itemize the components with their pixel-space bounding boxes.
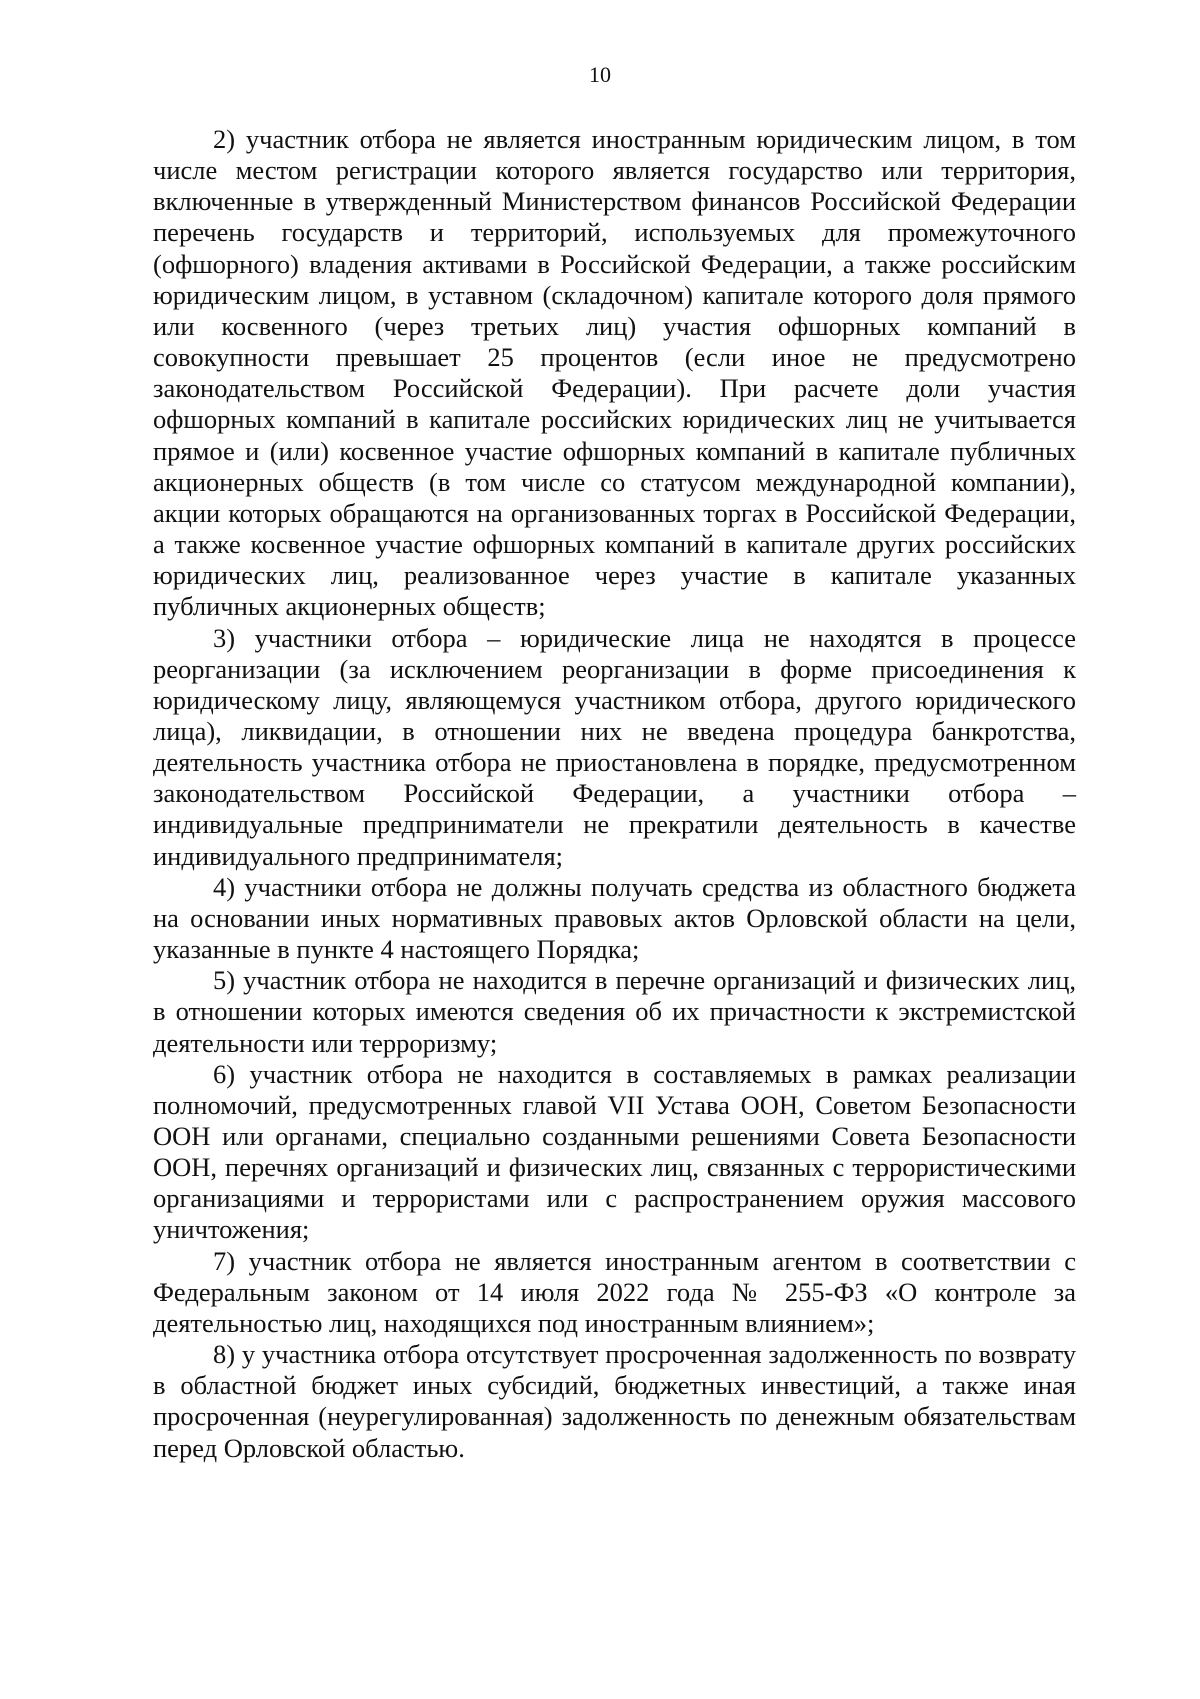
paragraph-item-3: 3) участники отбора – юридические лица не находятся в процессе реорганизации (за исключением реорганизации в форме присоединения к юридическому лицу, являющемуся участником отбора, другого юридического лица), ликвидации, в отношении них не введена процедура банкротства, деятельность участника отбора не приостановлена в порядке, предусмотренном законодательством Российской Федерации, а участники отбора – индивидуальные предприниматели не прекратили деятельность в качестве индивидуального предпринимателя; [153, 622, 1076, 871]
paragraph-item-6: 6) участник отбора не находится в составляемых в рамках реализации полномочий, предусмотренных главой VII Устава ООН, Советом Безопасности ООН или органами, специально созданными решениями Совета Безопасности ООН, перечнях организаций и физических лиц, связанных с террористическими организациями и террористами или с распространением оружия массового уничтожения; [153, 1058, 1076, 1245]
paragraph-item-2: 2) участник отбора не является иностранным юридическим лицом, в том числе местом регистрации которого является государство или территория, включенные в утвержденный Министерством финансов Российской Федерации перечень государств и территорий, используемых для промежуточного (офшорного) владения активами в Российской Федерации, а также российским юридическим лицом, в уставном (складочном) капитале которого доля прямого или косвенного (через третьих лиц) участия офшорных компаний в совокупности превышает 25 процентов (если иное не предусмотрено законодательством Российской Федерации). При расчете доли участия офшорных компаний в капитале российских юридических лиц не учитывается прямое и (или) косвенное участие офшорных компаний в капитале публичных акционерных обществ (в том числе со статусом международной компании), акции которых обращаются на организованных торгах в Российской Федерации, а также косвенное участие офшорных компаний в капитале других российских юридических лиц, реализованное через участие в капитале указанных публичных акционерных обществ; [153, 124, 1076, 622]
paragraph-item-8: 8) у участника отбора отсутствует просроченная задолженность по возврату в областной бюджет иных субсидий, бюджетных инвестиций, а также иная просроченная (неурегулированная) задолженность по денежным обязательствам перед Орловской областью. [153, 1339, 1076, 1463]
document-body [153, 124, 1076, 1464]
paragraph-item-5: 5) участник отбора не находится в перечне организаций и физических лиц, в отношении которых имеются сведения об их причастности к экстремистской деятельности или терроризму; [153, 965, 1076, 1058]
paragraph-item-7: 7) участник отбора не является иностранным агентом в соответствии с Федеральным законом от 14 июля 2022 года № 255-ФЗ «О контроле за деятельностью лиц, находящихся под иностранным влиянием»; [153, 1245, 1076, 1338]
page-number: 10 [589, 62, 611, 87]
paragraph-item-4: 4) участники отбора не должны получать средства из областного бюджета на основании иных нормативных правовых актов Орловской области на цели, указанные в пункте 4 настоящего Порядка; [153, 871, 1076, 965]
